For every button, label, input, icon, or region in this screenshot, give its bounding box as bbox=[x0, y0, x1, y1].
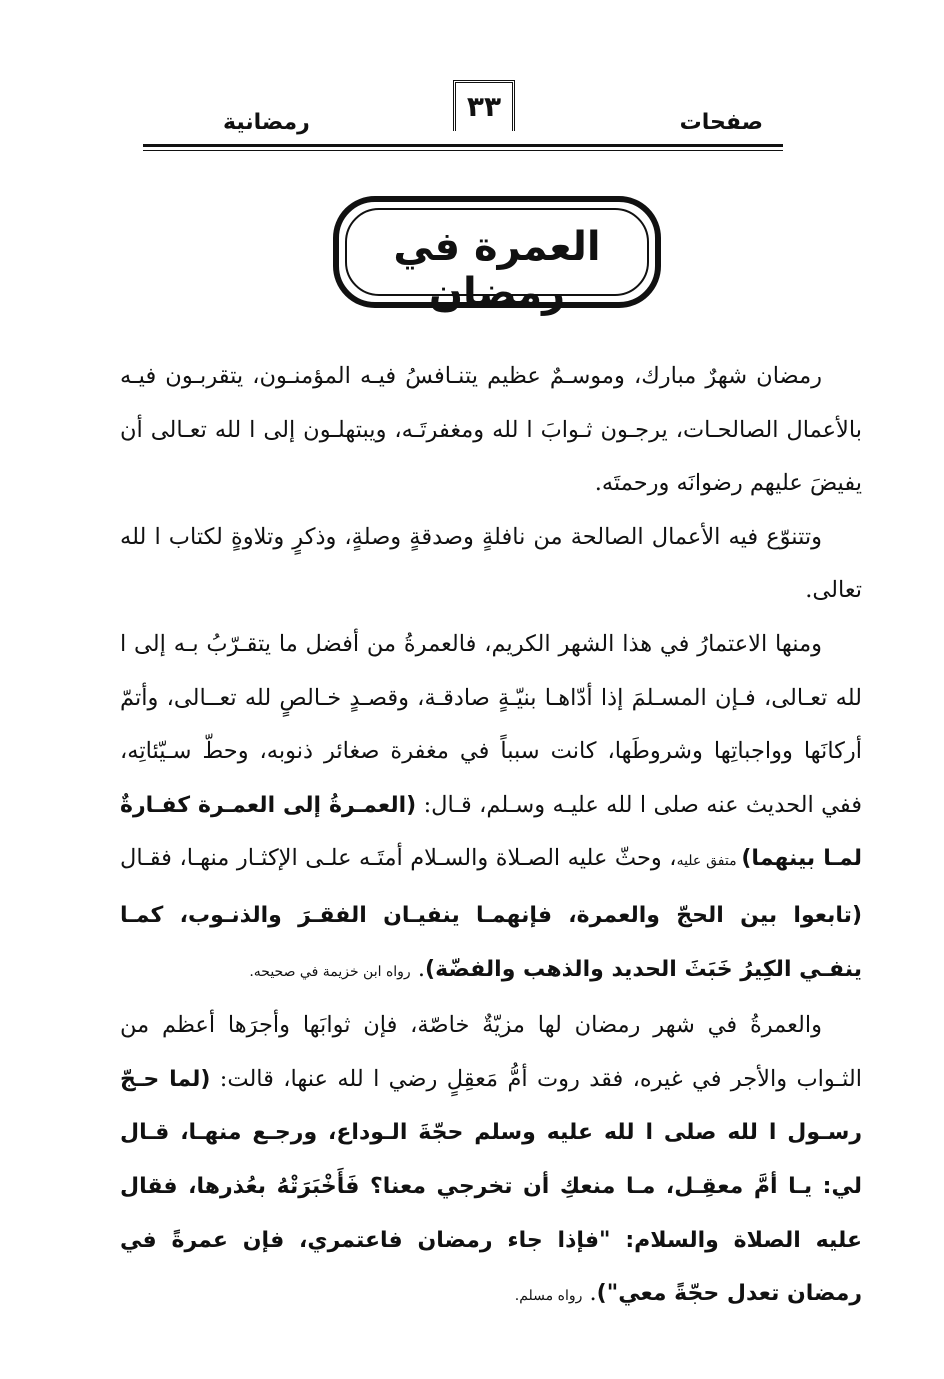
paragraph-1-text: رمضان شهرٌ مبارك، وموسـمٌ عظيم يتنـافسُ فيـه المؤمنـون، يتقربـون فيـه بالأعمال الصالحـات، يرجـون ثـوابَ ا لله ومغفرتَـه، ويبتهلـون إلى ا لله تعـالى أن يفيضَ عليهم رضوانَه ورحمتَه. bbox=[120, 363, 862, 497]
paragraph-3-continuation: ، وحثّ عليه الصـلاة والسـلام أمتَـه علـى الإكثـار منهـا، فقـال bbox=[120, 845, 677, 872]
paragraph-2 bbox=[120, 511, 862, 618]
header-rule-thick bbox=[143, 144, 783, 147]
hadith-quote-3: (لما حـجّ رسـول ا لله صلى ا لله عليه وسلم حجّةَ الـوداع، ورجـع منهـا، قـال لي: يـا أمَّ معقِـل، مـا منعكِ أن تخرجي معنا؟ فَأَخْبَرَتْهُ بعُذرها، فقال عليه الصلاة والسلام: "فإذا جاء رمضان فاعتمري، فإن عمرةً في رمضان تعدل حجّةً معي") bbox=[120, 1066, 862, 1307]
paragraph-2-text: وتتنوّع فيه الأعمال الصالحة من نافلةٍ وصدقةٍ وصلةٍ، وذكرٍ وتلاوةٍ لكتاب ا لله تعالى. bbox=[120, 523, 862, 604]
hadith-quote-2: (تابعوا بين الحجّ والعمرة، فإنهمـا ينفيـان الفقـرَ والذنـوب، كمـا ينفـي الكِيرُ خَبَثَ الحديد والذهب والفضّة) bbox=[120, 902, 862, 982]
header-series-title: صفحات bbox=[679, 110, 763, 135]
paragraph-4 bbox=[120, 999, 862, 1324]
paragraph-4-text: والعمرةُ في شهر رمضان لها مزيّةٌ خاصّة، فإن ثوابَها وأجرَها أعظم من الثـواب والأجر في غيره، فقد روت أمُّ مَعقِلٍ رضي ا لله عنها، قالت: bbox=[120, 1012, 862, 1092]
paragraph-3 bbox=[120, 618, 862, 999]
hadith-reference-3: رواه مسلم. bbox=[514, 1288, 583, 1305]
chapter-title-frame bbox=[333, 196, 661, 316]
page-header bbox=[143, 80, 783, 150]
hadith-reference-1: متفق عليه bbox=[676, 853, 742, 870]
paragraph-3-text: ومنها الاعتمارُ في هذا الشهر الكريم، فالعمرةُ من أفضل ما يتقـرّبُ بـه إلى ا لله تعـالى، فـإن المسـلمَ إذا أدّاهـا بنيّـةٍ صادقـة، وقصـدٍ خـالصٍ لله تعــالى، وأتمّ أركانَها وواجباتِها وشروطَها، كانت سبباً في مغفرة صغائر ذنوبه، وحطّ سـيّئاتِه، ففي الحديث عنه صلى ا لله عليـه وسـلم، قـال: bbox=[120, 630, 862, 818]
hadith-quote-1: (العمـرةُ إلى العمـرة كفـارةٌ لمـا بينهما) bbox=[120, 792, 862, 872]
page-number: ٣٣ bbox=[453, 80, 515, 131]
hadith-reference-2: رواه ابن خزيمة في صحيحه. bbox=[249, 963, 411, 980]
body-text bbox=[120, 350, 862, 1324]
paragraph-4-punctuation: . bbox=[582, 1280, 597, 1307]
header-rule-thin bbox=[143, 150, 783, 151]
header-chapter-title: رمضانية bbox=[223, 110, 310, 135]
paragraph-1 bbox=[120, 350, 862, 511]
chapter-title: العمرة في رمضان bbox=[393, 224, 601, 316]
paragraph-3-punctuation: . bbox=[410, 955, 426, 982]
